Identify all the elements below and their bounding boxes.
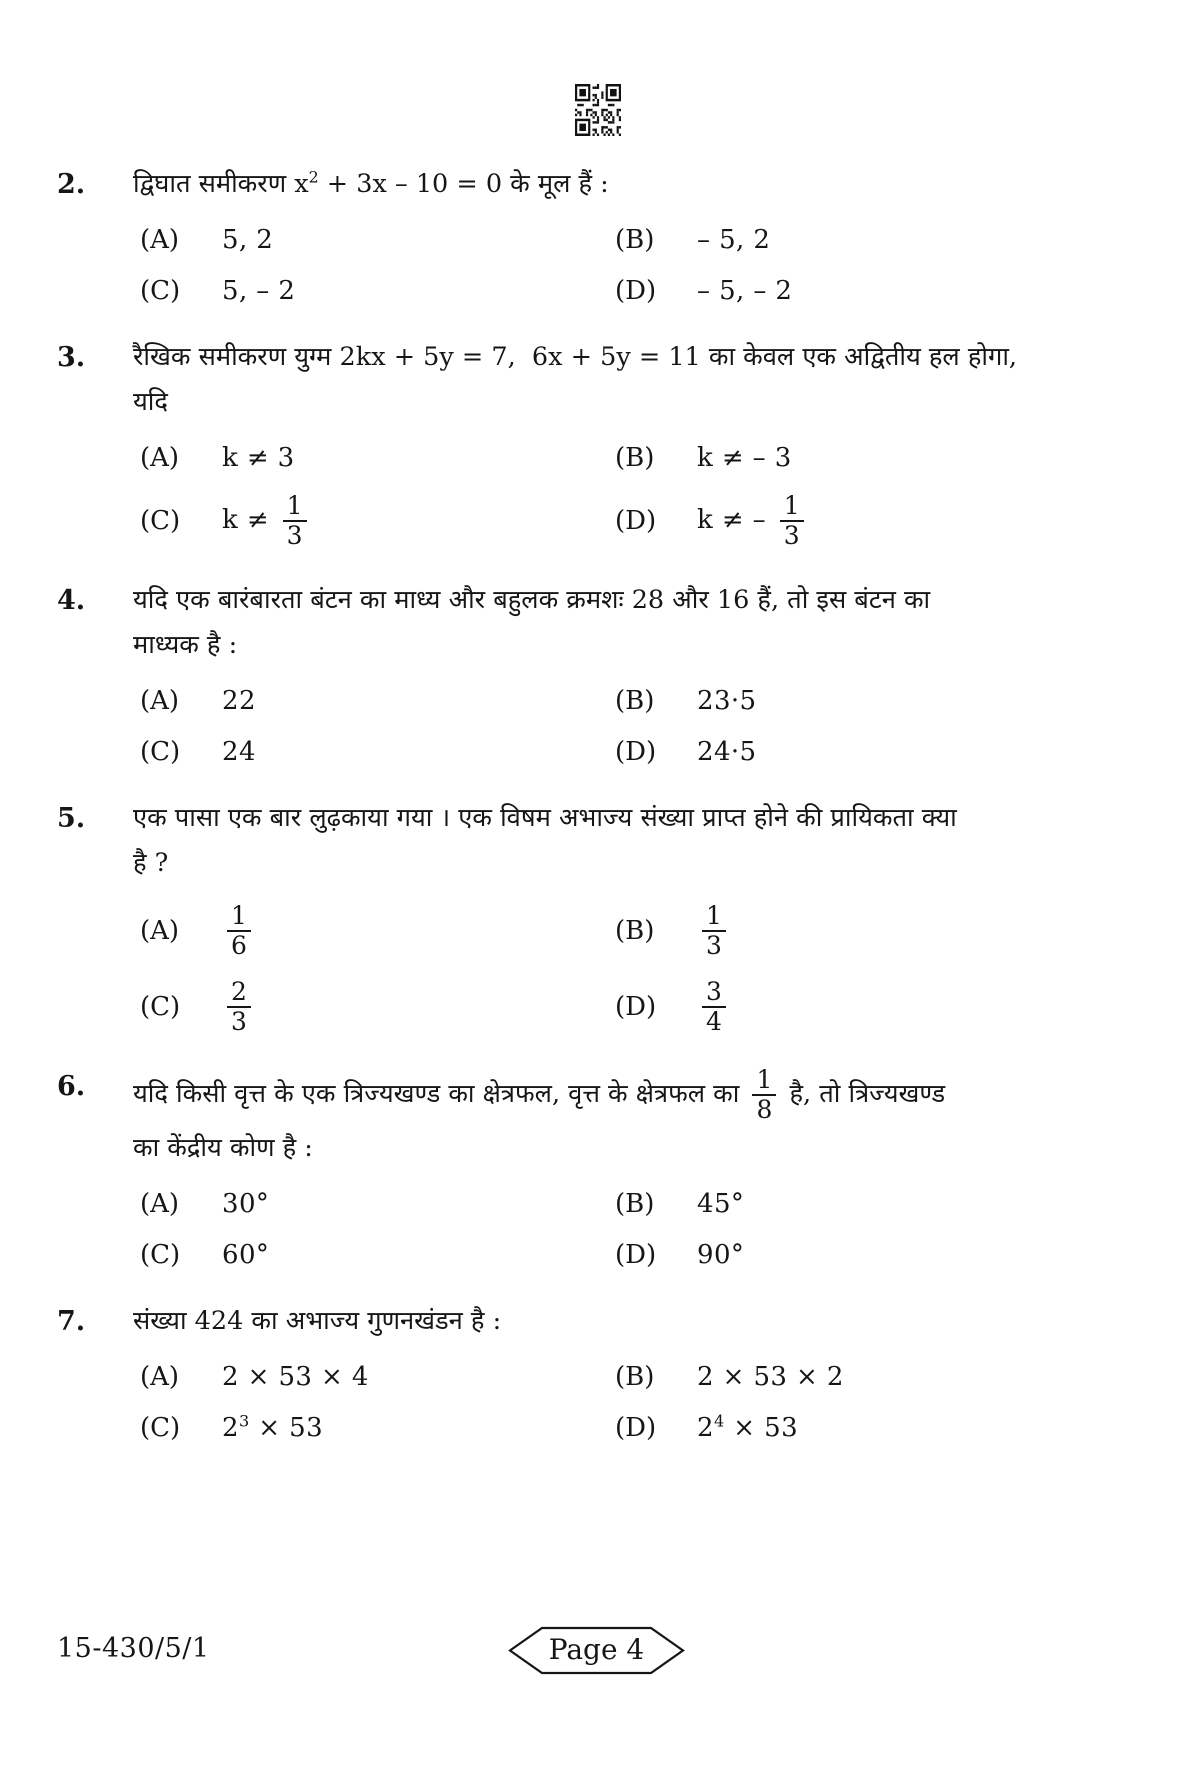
option-label: (A) xyxy=(140,1361,180,1392)
option-label: (B) xyxy=(615,916,655,946)
question-number: 5. xyxy=(57,803,86,834)
question-text-line: यदि xyxy=(133,387,168,417)
option-value xyxy=(697,976,731,1038)
option-value: 5, 2 xyxy=(222,224,274,255)
question-number: 3. xyxy=(57,342,86,373)
options-group xyxy=(133,221,1138,309)
question-text xyxy=(133,1064,1138,1171)
option-label: (A) xyxy=(140,442,180,473)
option-value: $2^3 \times 53$ xyxy=(222,1410,324,1443)
option-b xyxy=(608,439,1138,476)
option-label: (C) xyxy=(140,506,181,536)
question-text-line: एक पासा एक बार लुढ़काया गया । एक विषम अभाज्य संख्या प्राप्त होने की प्रायिकता क्या xyxy=(133,803,957,833)
option-label: (A) xyxy=(140,916,180,946)
question-text-line: संख्या 424 का अभाज्य गुणनखंडन है : xyxy=(133,1306,502,1336)
question-text xyxy=(133,578,1138,668)
option-a xyxy=(133,439,608,476)
option-label: (B) xyxy=(615,224,655,255)
paper-code: 15-430/5/1 xyxy=(57,1633,210,1664)
option-label: (B) xyxy=(615,1361,655,1392)
option-value: – 5, 2 xyxy=(697,224,771,255)
question-text-line: द्विघात समीकरण $x^2 + 3x - 10 = 0$ के मूल हैं : xyxy=(133,167,609,199)
option-label: (D) xyxy=(615,736,657,767)
option-value: k ≠ $\frac{1}{3}$ xyxy=(222,490,312,552)
option-label: (A) xyxy=(140,1188,180,1219)
option-label: (A) xyxy=(140,224,180,255)
option-a xyxy=(133,900,608,962)
question-text-line: है ? xyxy=(133,848,169,878)
option-d xyxy=(608,272,1138,309)
question-text xyxy=(133,1299,1138,1344)
question-text-line: यदि किसी वृत्त के एक त्रिज्यखण्ड का क्षेत्रफल, वृत्त के क्षेत्रफल का $\frac{1}{8}$ है, तो त्रिज्यखण्ड xyxy=(133,1065,946,1124)
option-label: (C) xyxy=(140,1239,181,1270)
option-value xyxy=(222,976,256,1038)
option-b xyxy=(608,221,1138,258)
question-5 xyxy=(57,796,1138,1038)
option-value: k ≠ 3 xyxy=(222,442,295,473)
page-footer xyxy=(0,1624,1190,1679)
options-group xyxy=(133,439,1138,552)
option-c xyxy=(133,976,608,1038)
option-value: 2 × 53 × 4 xyxy=(222,1361,369,1392)
fraction: $\frac{1}{3}$ xyxy=(780,492,804,550)
question-2 xyxy=(57,162,1138,309)
question-6 xyxy=(57,1064,1138,1273)
option-label: (C) xyxy=(140,1412,181,1443)
option-label: (B) xyxy=(615,685,655,716)
option-value: k ≠ – 3 xyxy=(697,442,792,473)
options-group xyxy=(133,1358,1138,1446)
option-label: (D) xyxy=(615,275,657,306)
option-b xyxy=(608,1358,1138,1395)
option-label: (D) xyxy=(615,1412,657,1443)
fraction: $\frac{2}{3}$ xyxy=(227,978,251,1036)
option-value: 23·5 xyxy=(697,685,757,716)
option-c xyxy=(133,1409,608,1446)
option-value xyxy=(222,900,256,962)
question-list xyxy=(57,162,1138,1446)
question-4 xyxy=(57,578,1138,770)
option-value: 90° xyxy=(697,1239,745,1270)
option-label: (D) xyxy=(615,992,657,1022)
question-text xyxy=(133,335,1138,425)
fraction: $\frac{1}{3}$ xyxy=(283,492,307,550)
question-7 xyxy=(57,1299,1138,1446)
option-b xyxy=(608,900,1138,962)
option-value: – 5, – 2 xyxy=(697,275,793,306)
option-a xyxy=(133,1358,608,1395)
question-3 xyxy=(57,335,1138,552)
option-c xyxy=(133,272,608,309)
fraction: $\frac{1}{6}$ xyxy=(227,902,251,960)
option-label: (D) xyxy=(615,1239,657,1270)
options-group xyxy=(133,1185,1138,1273)
option-value: 2 × 53 × 2 xyxy=(697,1361,844,1392)
option-a xyxy=(133,1185,608,1222)
option-c xyxy=(133,733,608,770)
fraction: $\frac{1}{3}$ xyxy=(702,902,726,960)
option-value: 45° xyxy=(697,1188,745,1219)
question-number: 7. xyxy=(57,1306,86,1337)
option-value: 60° xyxy=(222,1239,270,1270)
qr-code-graphic xyxy=(575,84,621,136)
option-label: (D) xyxy=(615,506,657,536)
option-value: 30° xyxy=(222,1188,270,1219)
qr-code-icon xyxy=(575,84,621,136)
question-number: 4. xyxy=(57,585,86,616)
option-label: (C) xyxy=(140,275,181,306)
option-value: 24·5 xyxy=(697,736,757,767)
option-value xyxy=(697,900,731,962)
option-b xyxy=(608,682,1138,719)
option-value: $2^4 \times 53$ xyxy=(697,1410,799,1443)
option-label: (C) xyxy=(140,736,181,767)
option-c xyxy=(133,490,608,552)
option-c xyxy=(133,1236,608,1273)
option-d xyxy=(608,733,1138,770)
question-number: 2. xyxy=(57,169,86,200)
option-label: (A) xyxy=(140,685,180,716)
option-value: 22 xyxy=(222,685,256,716)
option-value: k ≠ – $\frac{1}{3}$ xyxy=(697,490,809,552)
page-number-label: Page 4 xyxy=(548,1633,645,1666)
option-label: (C) xyxy=(140,992,181,1022)
option-d xyxy=(608,1236,1138,1273)
question-text xyxy=(133,796,1138,886)
option-d xyxy=(608,1409,1138,1446)
question-text-line: रैखिक समीकरण युग्म 2kx + 5y = 7, 6x + 5y = 11 का केवल एक अद्वितीय हल होगा, xyxy=(133,342,1018,372)
option-d xyxy=(608,490,1138,552)
options-group xyxy=(133,682,1138,770)
page-number-badge xyxy=(508,1626,685,1675)
question-text-line: माध्यक है : xyxy=(133,630,238,660)
question-text-line: यदि एक बारंबारता बंटन का माध्य और बहुलक क्रमशः 28 और 16 हैं, तो इस बंटन का xyxy=(133,585,931,615)
option-label: (B) xyxy=(615,442,655,473)
question-number: 6. xyxy=(57,1071,86,1102)
exam-paper-page xyxy=(0,84,1190,1666)
option-value: 5, – 2 xyxy=(222,275,296,306)
fraction: $\frac{1}{8}$ xyxy=(752,1066,776,1124)
question-text-line: का केंद्रीय कोण है : xyxy=(133,1133,313,1163)
fraction: $\frac{3}{4}$ xyxy=(702,978,726,1036)
option-a xyxy=(133,221,608,258)
question-text xyxy=(133,162,1138,207)
option-value: 24 xyxy=(222,736,256,767)
option-a xyxy=(133,682,608,719)
option-b xyxy=(608,1185,1138,1222)
option-d xyxy=(608,976,1138,1038)
options-group xyxy=(133,900,1138,1038)
option-label: (B) xyxy=(615,1188,655,1219)
